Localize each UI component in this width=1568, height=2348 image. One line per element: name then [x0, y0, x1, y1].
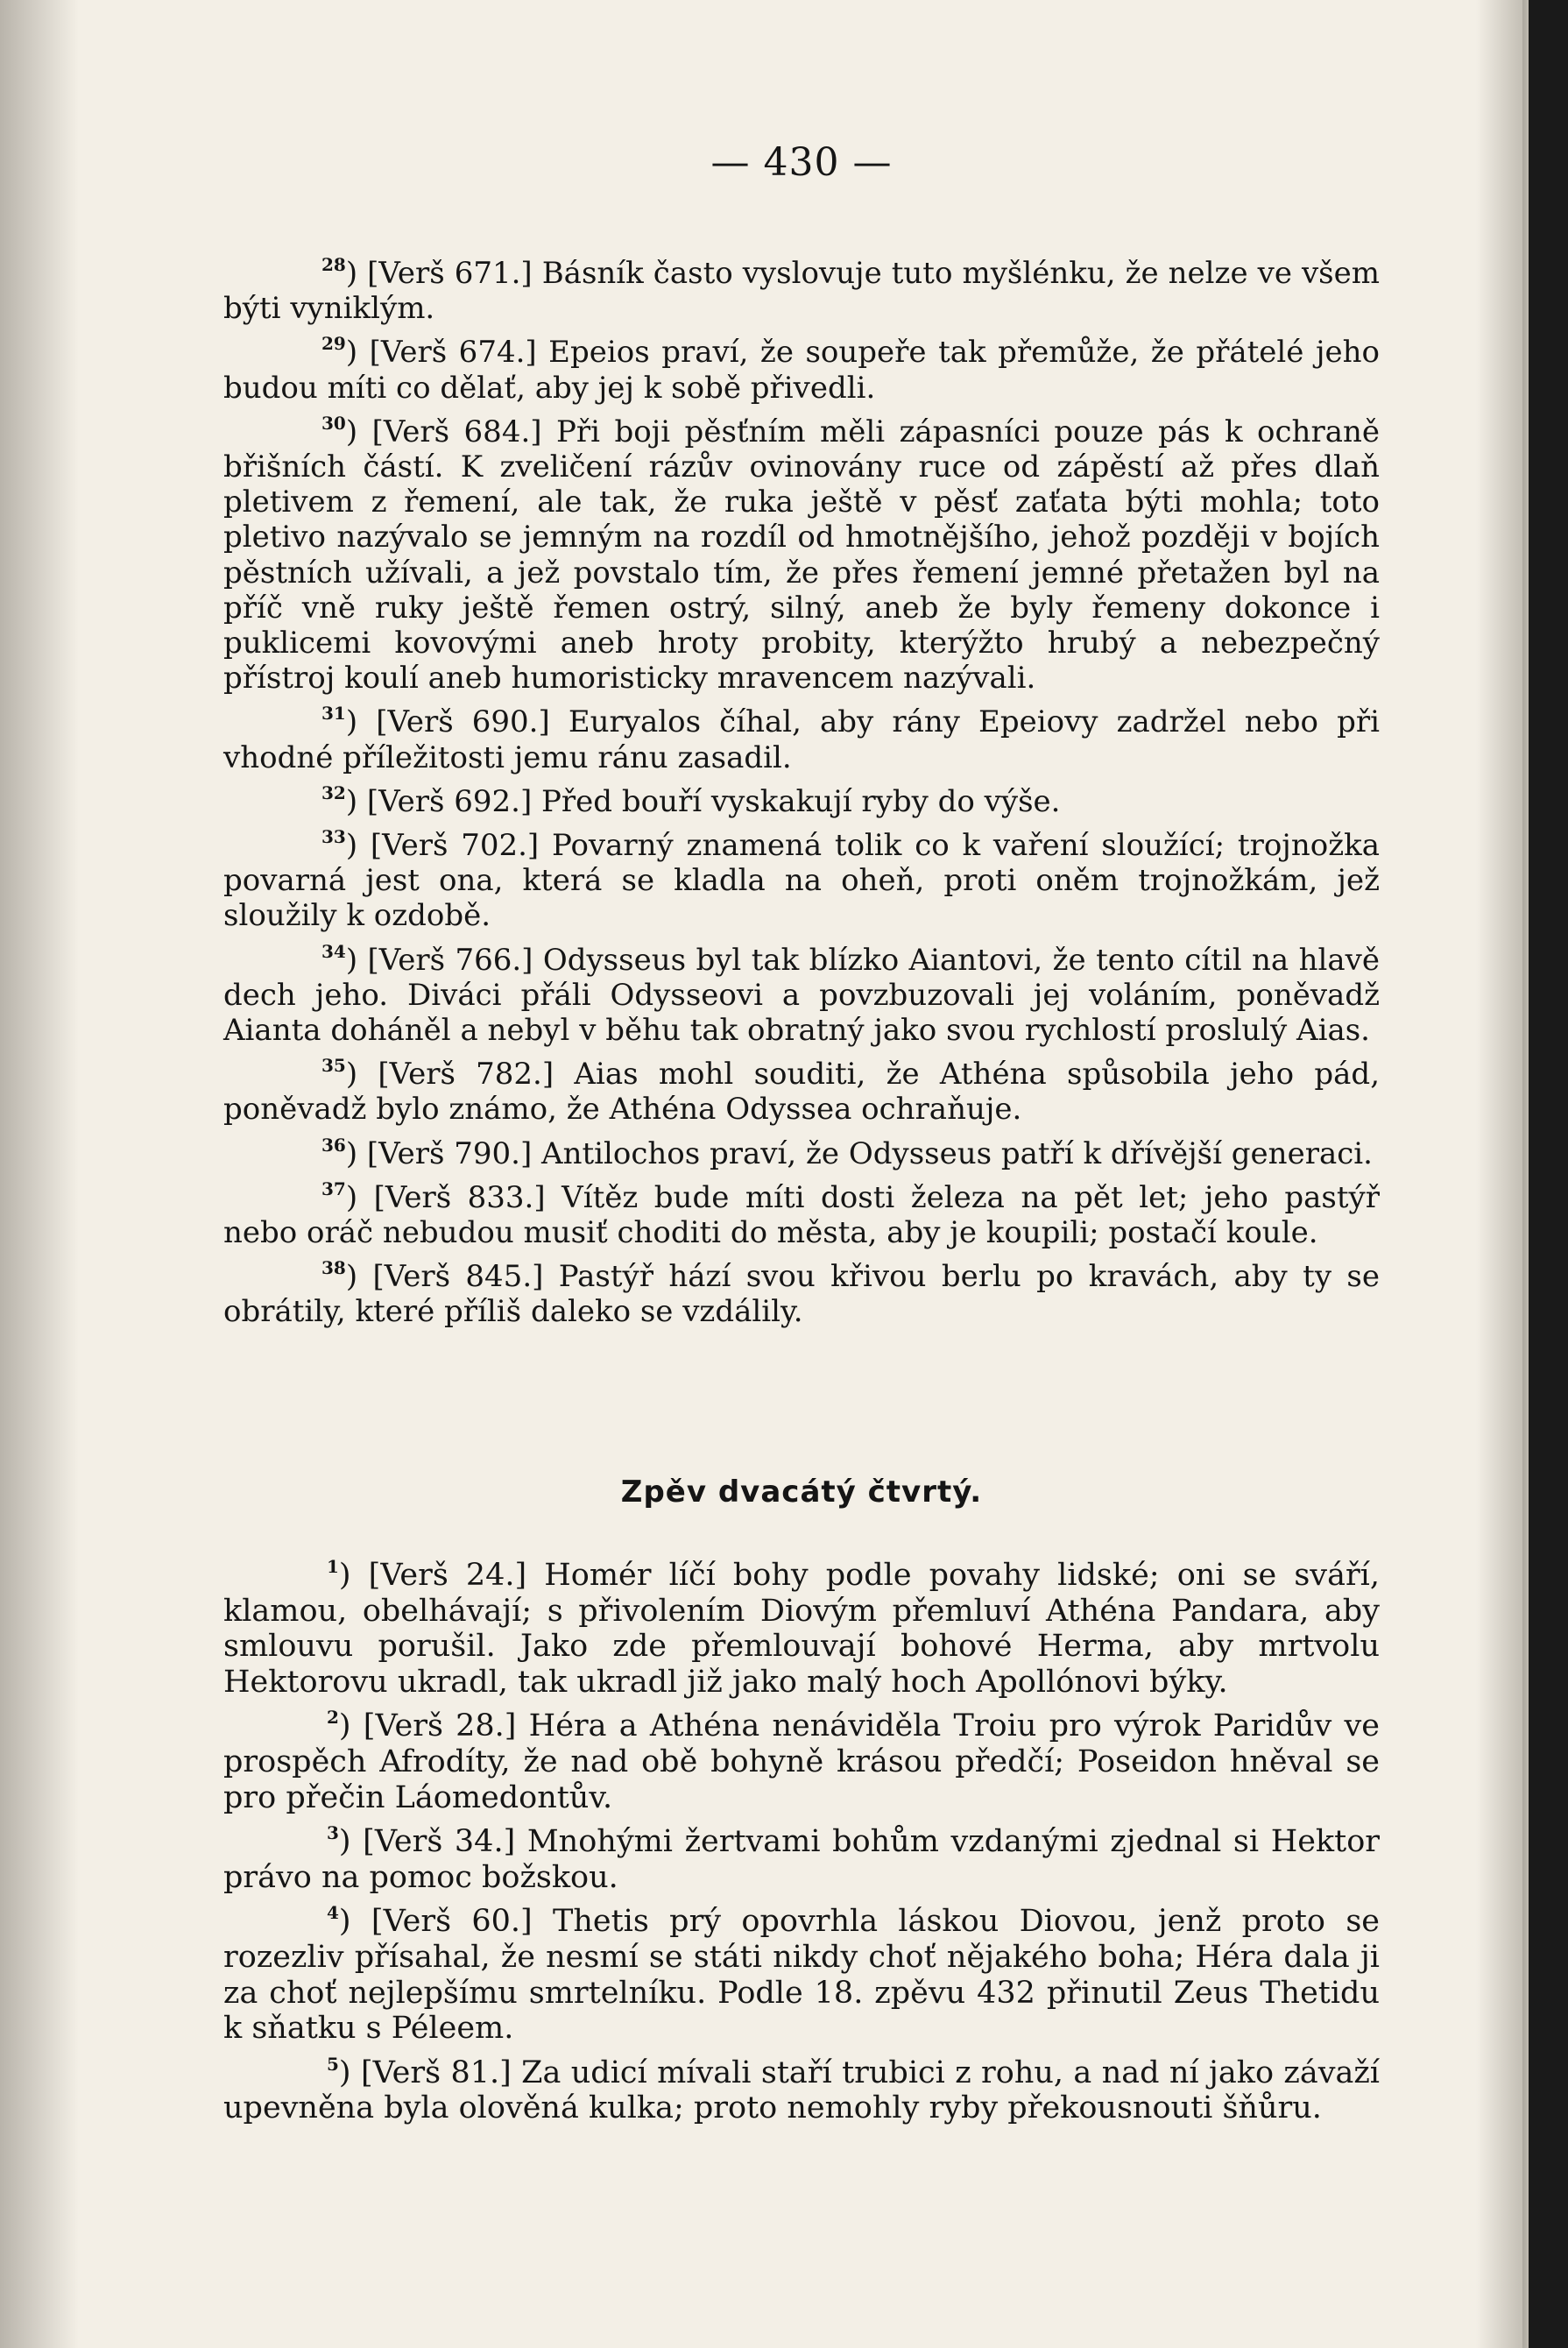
- page-edge: [1522, 0, 1527, 2348]
- chapter-heading: Zpěv dvacátý čtvrtý.: [620, 1475, 983, 1510]
- footnotes-section-23: [223, 247, 1380, 1330]
- footnote-36: $^{36}$) [Verš 790.] Antilochos praví, že Odysseus patří k dřívější generaci.: [321, 1134, 1373, 1171]
- footnote-31: $^{31}$) [Verš 690.] Euryalos číhal, aby rány Epeiovy zadržel nebo při vhodné příležitosti jemu ránu zasadil.: [223, 703, 1380, 775]
- footnote-34: $^{34}$) [Verš 766.] Odysseus byl tak blízko Aiantovi, že tento cítil na hlavě dech jeho. Diváci přáli Odysseovi a povzbuzovali jej voláním, poněvadž Aianta doháněl a nebyl v běhu tak obratný jako svou rychlostí proslulý Aias.: [223, 940, 1380, 1049]
- footnote-28: $^{28}$) [Verš 671.] Básník často vyslovuje tuto myšlénku, že nelze ve všem býti vyniklým.: [223, 254, 1380, 327]
- footnote-33: $^{33}$) [Verš 702.] Povarný znamená tolik co k vaření sloužící; trojnožka povarná jest ona, která se kladla na oheň, proti oněm trojnožkám, jež sloužily k ozdobě.: [223, 826, 1380, 934]
- footnote-3: $^3$) [Verš 34.] Mnohými žertvami bohům vzdanými zjednal si Hektor právo na pomoc božskou.: [223, 1822, 1380, 1895]
- footnote-5: $^5$) [Verš 81.] Za udicí mívali staří trubici z rohu, a nad ní jako závaží upevněna byla olověná kulka; proto nemohly ryby překousnouti šňůru.: [223, 2053, 1380, 2126]
- footnote-29: $^{29}$) [Verš 674.] Epeios praví, že soupeře tak přemůže, že přátelé jeho budou míti co dělať, aby jej k sobě přivedli.: [223, 333, 1380, 406]
- footnote-2: $^2$) [Verš 28.] Héra a Athéna nenáviděla Troiu pro výrok Paridův ve prospěch Afrodíty, že nad obě bohyně krásou předčí; Poseidon hněval se pro přečin Láomedontův.: [223, 1707, 1380, 1815]
- footnote-35: $^{35}$) [Verš 782.] Aias mohl souditi, že Athéna spůsobila jeho pád, poněvadž bylo známo, že Athéna Odyssea ochraňuje.: [223, 1055, 1380, 1128]
- footnote-37: $^{37}$) [Verš 833.] Vítěz bude míti dosti železa na pět let; jeho pastýř nebo oráč nebudou musiť choditi do města, aby je koupili; postačí koule.: [223, 1178, 1380, 1251]
- footnote-4: $^4$) [Verš 60.] Thetis prý opovrhla láskou Diovou, jenž proto se rozezliv přísahal, že nesmí se státi nikdy choť nějakého boha; Héra dala ji za choť nejlepšímu smrtelníku. Podle 18. zpěvu 432 přinutil Zeus Thetidu k sňatku s Péleem.: [223, 1902, 1380, 2047]
- page-number: — 430 —: [710, 140, 893, 185]
- footnote-1: $^1$) [Verš 24.] Homér líčí bohy podle povahy lidské; oni se sváří, klamou, obelhávají; s přivolením Diovým přemluví Athéna Pandara, aby smlouvu porušil. Jako zde přemlouvají bohové Herma, aby mrtvolu Hektorovu ukradl, tak ukradl již jako malý hoch Apollónovi býky.: [223, 1556, 1380, 1700]
- footnote-38: $^{38}$) [Verš 845.] Pastýř hází svou křivou berlu po kravách, aby ty se obrátily, které příliš daleko se vzdálily.: [223, 1257, 1380, 1330]
- footnote-32: $^{32}$) [Verš 692.] Před bouří vyskakují ryby do výše.: [321, 781, 1061, 819]
- footnote-30: $^{30}$) [Verš 684.] Při boji pěsťním měli zápasníci pouze pás k ochraně břišních částí. K zveličení rázův ovinovány ruce od zápěstí až přes dlaň pletivem z řemení, ale tak, že ruka ještě v pěsť zaťata býti mohla; toto pletivo nazývalo se jemným na rozdíl od hmotnějšího, jehož později v bojích pěstních užívali, a jež povstalo tím, že přes řemení jemné přetažen byl na příč vně ruky ještě řemen ostrý, silný, aneb že byly řemeny dokonce i puklicemi kovovými aneb hroty probity, kterýžto hrubý a nebezpečný přístroj koulí aneb humoristicky mravencem nazývali.: [223, 412, 1380, 697]
- footnotes-section-24: [223, 1549, 1380, 2126]
